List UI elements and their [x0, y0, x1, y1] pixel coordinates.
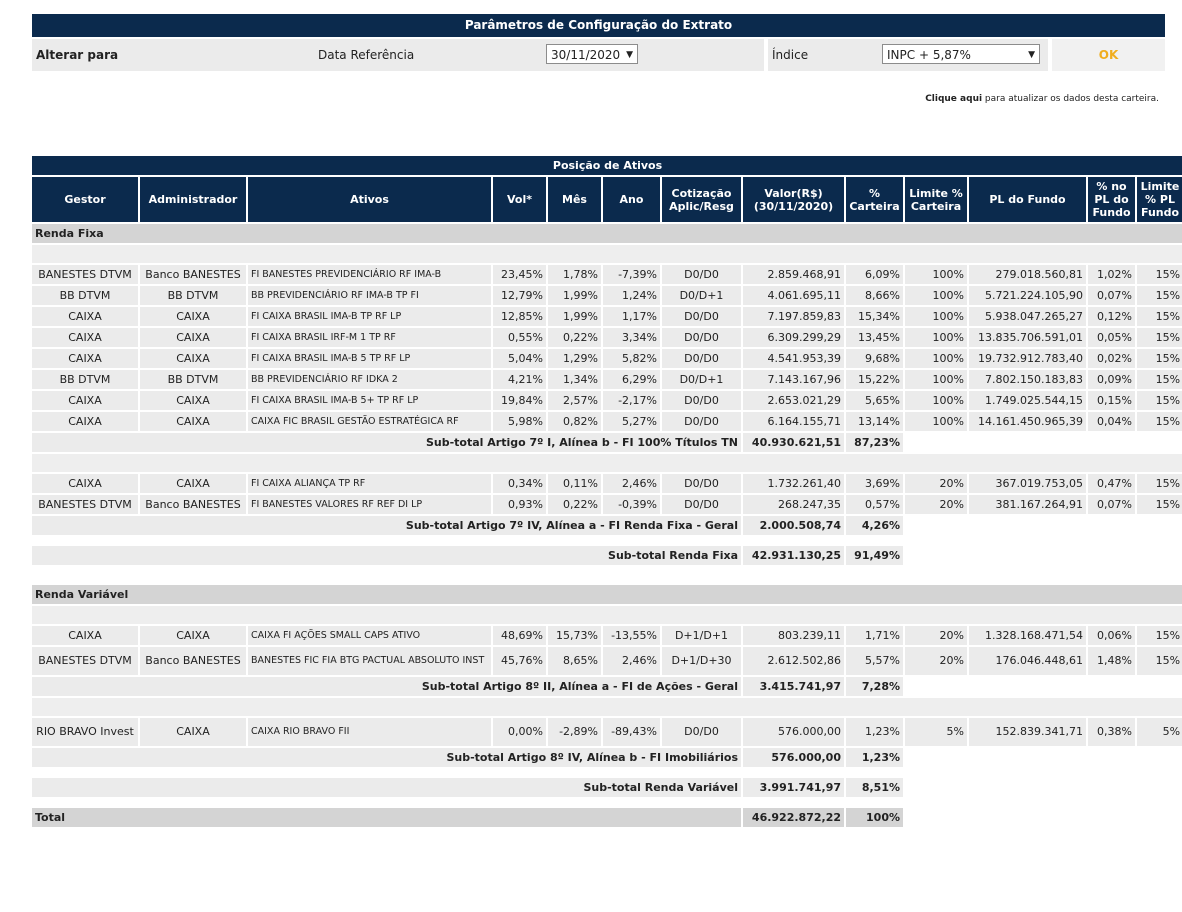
subtotal-label: Sub-total Artigo 7º I, Alínea b - FI 100% Títulos TN [32, 433, 741, 452]
ano-cell: 1,24% [603, 286, 660, 305]
administrador-cell: BB DTVM [140, 286, 246, 305]
gestor-cell: CAIXA [32, 391, 138, 410]
pct-pl-cell: 0,15% [1088, 391, 1135, 410]
gestor-cell: BB DTVM [32, 370, 138, 389]
params-row [32, 39, 1165, 71]
limite-pl-cell: 15% [1137, 349, 1182, 368]
header-row [32, 177, 1182, 222]
cotizacao-cell: D0/D0 [662, 412, 741, 431]
vol-cell: 12,79% [493, 286, 546, 305]
renda-fixa-total-row [32, 546, 1182, 565]
subtotal-pct: 4,26% [846, 516, 903, 535]
valor-cell: 268.247,35 [743, 495, 844, 514]
data-referencia-cell [544, 39, 764, 71]
col-vol: Vol* [493, 177, 546, 222]
ativo-cell: BB PREVIDENCIÁRIO RF IMA-B TP FI [248, 286, 491, 305]
pct-carteira-cell: 6,09% [846, 265, 903, 284]
ano-cell: 1,17% [603, 307, 660, 326]
cotizacao-cell: D0/D0 [662, 328, 741, 347]
blank-spacer [32, 567, 1182, 574]
gestor-cell: RIO BRAVO Invest [32, 718, 138, 746]
subtotal-valor: 42.931.130,25 [743, 546, 844, 565]
ativo-cell: CAIXA FIC BRASIL GESTÃO ESTRATÉGICA RF [248, 412, 491, 431]
table-row [32, 495, 1182, 514]
subtotal-label: Sub-total Renda Fixa [32, 546, 741, 565]
blank-cell [32, 567, 1182, 574]
limite-pl-cell: 15% [1137, 391, 1182, 410]
chevron-down-icon: ▼ [1028, 50, 1035, 60]
valor-cell: 7.143.167,96 [743, 370, 844, 389]
limite-carteira-cell: 20% [905, 474, 967, 493]
total-pct: 100% [846, 808, 903, 827]
limite-carteira-cell: 100% [905, 307, 967, 326]
chevron-down-icon: ▼ [626, 50, 633, 60]
mes-cell: 2,57% [548, 391, 601, 410]
table-row [32, 412, 1182, 431]
pct-carteira-cell: 13,14% [846, 412, 903, 431]
refresh-hint [925, 94, 1159, 104]
blank-cell [905, 778, 1182, 797]
subtotal-label: Sub-total Artigo 8º II, Alínea a - FI de Ações - Geral [32, 677, 741, 696]
table-row [32, 370, 1182, 389]
administrador-cell: CAIXA [140, 307, 246, 326]
valor-cell: 4.061.695,11 [743, 286, 844, 305]
group-spacer [32, 454, 1182, 472]
vol-cell: 0,00% [493, 718, 546, 746]
pct-pl-cell: 1,48% [1088, 647, 1135, 675]
pl-fundo-cell: 279.018.560,81 [969, 265, 1086, 284]
group-spacer [32, 245, 1182, 263]
mes-cell: 0,22% [548, 328, 601, 347]
mes-cell: 1,99% [548, 286, 601, 305]
mes-cell: 15,73% [548, 626, 601, 645]
params-panel [32, 14, 1165, 104]
blank-spacer [32, 769, 1182, 776]
blank-spacer [32, 537, 1182, 544]
pl-fundo-cell: 1.328.168.471,54 [969, 626, 1086, 645]
total-valor: 46.922.872,22 [743, 808, 844, 827]
table-row [32, 328, 1182, 347]
administrador-cell: CAIXA [140, 412, 246, 431]
table-row [32, 626, 1182, 645]
pct-pl-cell: 0,09% [1088, 370, 1135, 389]
administrador-cell: CAIXA [140, 718, 246, 746]
table-row [32, 265, 1182, 284]
ano-cell: -2,17% [603, 391, 660, 410]
blank-spacer [32, 576, 1182, 583]
administrador-cell: Banco BANESTES [140, 265, 246, 284]
spacer-cell [32, 245, 1182, 263]
blank-cell [905, 433, 1182, 452]
data-referencia-label: Data Referência [314, 39, 546, 71]
pct-pl-cell: 0,07% [1088, 495, 1135, 514]
ano-cell: 2,46% [603, 474, 660, 493]
ativo-cell: FI CAIXA BRASIL IMA-B 5 TP RF LP [248, 349, 491, 368]
blank-cell [32, 799, 1182, 806]
ano-cell: -7,39% [603, 265, 660, 284]
vol-cell: 23,45% [493, 265, 546, 284]
limite-carteira-cell: 20% [905, 647, 967, 675]
ano-cell: -0,39% [603, 495, 660, 514]
blank-spacer [32, 799, 1182, 806]
ano-cell: -13,55% [603, 626, 660, 645]
group-spacer [32, 606, 1182, 624]
limite-carteira-cell: 100% [905, 286, 967, 305]
blank-cell [32, 576, 1182, 583]
pl-fundo-cell: 14.161.450.965,39 [969, 412, 1086, 431]
table-row [32, 349, 1182, 368]
mes-cell: 1,29% [548, 349, 601, 368]
limite-pl-cell: 15% [1137, 328, 1182, 347]
pct-carteira-cell: 15,22% [846, 370, 903, 389]
mes-cell: -2,89% [548, 718, 601, 746]
pct-pl-cell: 0,02% [1088, 349, 1135, 368]
pct-carteira-cell: 9,68% [846, 349, 903, 368]
refresh-link[interactable]: Clique aqui [925, 94, 983, 104]
pl-fundo-cell: 19.732.912.783,40 [969, 349, 1086, 368]
subtotal-row [32, 516, 1182, 535]
vol-cell: 45,76% [493, 647, 546, 675]
mes-cell: 1,99% [548, 307, 601, 326]
section-header [32, 224, 1182, 243]
indice-cell [880, 39, 1048, 71]
pct-pl-cell: 0,05% [1088, 328, 1135, 347]
limite-carteira-cell: 20% [905, 626, 967, 645]
pct-carteira-cell: 15,34% [846, 307, 903, 326]
administrador-cell: BB DTVM [140, 370, 246, 389]
pl-fundo-cell: 7.802.150.183,83 [969, 370, 1086, 389]
pl-fundo-cell: 176.046.448,61 [969, 647, 1086, 675]
administrador-cell: CAIXA [140, 328, 246, 347]
pct-pl-cell: 0,12% [1088, 307, 1135, 326]
administrador-cell: CAIXA [140, 349, 246, 368]
pct-carteira-cell: 1,71% [846, 626, 903, 645]
blank-cell [32, 769, 1182, 776]
pct-carteira-cell: 0,57% [846, 495, 903, 514]
cotizacao-cell: D0/D0 [662, 265, 741, 284]
section-label: Renda Fixa [32, 224, 1182, 243]
ativo-cell: BB PREVIDENCIÁRIO RF IDKA 2 [248, 370, 491, 389]
limite-carteira-cell: 100% [905, 391, 967, 410]
spacer-cell [32, 454, 1182, 472]
limite-carteira-cell: 5% [905, 718, 967, 746]
cotizacao-cell: D+1/D+30 [662, 647, 741, 675]
limite-pl-cell: 15% [1137, 495, 1182, 514]
limite-pl-cell: 15% [1137, 647, 1182, 675]
vol-cell: 5,98% [493, 412, 546, 431]
subtotal-label: Sub-total Renda Variável [32, 778, 741, 797]
subtotal-pct: 1,23% [846, 748, 903, 767]
ativo-cell: FI CAIXA BRASIL IMA-B TP RF LP [248, 307, 491, 326]
subtotal-label: Sub-total Artigo 8º IV, Alínea b - FI Imobiliários [32, 748, 741, 767]
subtotal-row [32, 433, 1182, 452]
ano-cell: 5,82% [603, 349, 660, 368]
pl-fundo-cell: 367.019.753,05 [969, 474, 1086, 493]
limite-pl-cell: 15% [1137, 626, 1182, 645]
administrador-cell: CAIXA [140, 391, 246, 410]
gestor-cell: BANESTES DTVM [32, 265, 138, 284]
mes-cell: 0,82% [548, 412, 601, 431]
pct-pl-cell: 0,47% [1088, 474, 1135, 493]
data-referencia-select[interactable] [546, 44, 638, 64]
limite-pl-cell: 15% [1137, 286, 1182, 305]
pct-pl-cell: 0,38% [1088, 718, 1135, 746]
ativo-cell: FI CAIXA BRASIL IMA-B 5+ TP RF LP [248, 391, 491, 410]
valor-cell: 803.239,11 [743, 626, 844, 645]
pl-fundo-cell: 5.721.224.105,90 [969, 286, 1086, 305]
valor-cell: 1.732.261,40 [743, 474, 844, 493]
pct-carteira-cell: 8,66% [846, 286, 903, 305]
col-administrador: Administrador [140, 177, 246, 222]
gestor-cell: BANESTES DTVM [32, 647, 138, 675]
valor-cell: 576.000,00 [743, 718, 844, 746]
ano-cell: 6,29% [603, 370, 660, 389]
mes-cell: 8,65% [548, 647, 601, 675]
params-title: Parâmetros de Configuração do Extrato [32, 14, 1165, 37]
ativo-cell: FI BANESTES VALORES RF REF DI LP [248, 495, 491, 514]
limite-carteira-cell: 100% [905, 370, 967, 389]
pct-pl-cell: 0,07% [1088, 286, 1135, 305]
mes-cell: 0,11% [548, 474, 601, 493]
col-cotizacao: Cotização Aplic/Resg [662, 177, 741, 222]
pl-fundo-cell: 13.835.706.591,01 [969, 328, 1086, 347]
gestor-cell: CAIXA [32, 307, 138, 326]
blank-cell [905, 546, 1182, 565]
gestor-cell: CAIXA [32, 626, 138, 645]
cotizacao-cell: D0/D0 [662, 718, 741, 746]
gestor-cell: CAIXA [32, 412, 138, 431]
mes-cell: 1,34% [548, 370, 601, 389]
col-ano: Ano [603, 177, 660, 222]
valor-cell: 2.653.021,29 [743, 391, 844, 410]
limite-pl-cell: 15% [1137, 265, 1182, 284]
spacer-cell [32, 606, 1182, 624]
vol-cell: 4,21% [493, 370, 546, 389]
table-row [32, 307, 1182, 326]
pl-fundo-cell: 5.938.047.265,27 [969, 307, 1086, 326]
valor-cell: 4.541.953,39 [743, 349, 844, 368]
cotizacao-cell: D0/D0 [662, 474, 741, 493]
ativo-cell: CAIXA FI AÇÕES SMALL CAPS ATIVO [248, 626, 491, 645]
vol-cell: 48,69% [493, 626, 546, 645]
blank-cell [905, 677, 1182, 696]
col-limite-pl-fundo: Limite % PL Fundo [1137, 177, 1182, 222]
mes-cell: 1,78% [548, 265, 601, 284]
col-gestor: Gestor [32, 177, 138, 222]
pct-carteira-cell: 1,23% [846, 718, 903, 746]
indice-label: Índice [768, 39, 882, 71]
ativo-cell: CAIXA RIO BRAVO FII [248, 718, 491, 746]
limite-carteira-cell: 20% [905, 495, 967, 514]
limite-carteira-cell: 100% [905, 328, 967, 347]
vol-cell: 0,55% [493, 328, 546, 347]
cotizacao-cell: D0/D0 [662, 349, 741, 368]
total-label: Total [32, 808, 741, 827]
valor-cell: 6.309.299,29 [743, 328, 844, 347]
ativo-cell: FI CAIXA BRASIL IRF-M 1 TP RF [248, 328, 491, 347]
administrador-cell: CAIXA [140, 474, 246, 493]
vol-cell: 0,93% [493, 495, 546, 514]
cotizacao-cell: D0/D+1 [662, 370, 741, 389]
vol-cell: 5,04% [493, 349, 546, 368]
subtotal-valor: 576.000,00 [743, 748, 844, 767]
pl-fundo-cell: 1.749.025.544,15 [969, 391, 1086, 410]
pct-carteira-cell: 5,65% [846, 391, 903, 410]
cotizacao-cell: D0/D0 [662, 495, 741, 514]
alterar-label: Alterar para [32, 39, 316, 71]
limite-pl-cell: 15% [1137, 307, 1182, 326]
renda-variavel-total-row [32, 778, 1182, 797]
subtotal-pct: 91,49% [846, 546, 903, 565]
limite-pl-cell: 5% [1137, 718, 1182, 746]
col-pct-carteira: % Carteira [846, 177, 903, 222]
limite-pl-cell: 15% [1137, 412, 1182, 431]
col-ativos: Ativos [248, 177, 491, 222]
valor-cell: 2.859.468,91 [743, 265, 844, 284]
ativo-cell: BANESTES FIC FIA BTG PACTUAL ABSOLUTO INST [248, 647, 491, 675]
valor-cell: 7.197.859,83 [743, 307, 844, 326]
subtotal-valor: 2.000.508,74 [743, 516, 844, 535]
spacer-cell [32, 698, 1182, 716]
table-row [32, 286, 1182, 305]
pct-carteira-cell: 3,69% [846, 474, 903, 493]
subtotal-label: Sub-total Artigo 7º IV, Alínea a - FI Renda Fixa - Geral [32, 516, 741, 535]
vol-cell: 0,34% [493, 474, 546, 493]
subtotal-pct: 8,51% [846, 778, 903, 797]
vol-cell: 12,85% [493, 307, 546, 326]
pct-carteira-cell: 5,57% [846, 647, 903, 675]
administrador-cell: Banco BANESTES [140, 647, 246, 675]
pct-pl-cell: 0,06% [1088, 626, 1135, 645]
blank-cell [32, 537, 1182, 544]
refresh-text: para atualizar os dados desta carteira. [982, 94, 1159, 104]
cotizacao-cell: D0/D0 [662, 307, 741, 326]
blank-cell [905, 748, 1182, 767]
gestor-cell: BB DTVM [32, 286, 138, 305]
subtotal-pct: 7,28% [846, 677, 903, 696]
blank-cell [905, 516, 1182, 535]
grand-total-row [32, 808, 1182, 827]
indice-select[interactable] [882, 44, 1040, 64]
cotizacao-cell: D0/D0 [662, 391, 741, 410]
gestor-cell: BANESTES DTVM [32, 495, 138, 514]
ok-button[interactable]: OK [1052, 39, 1165, 71]
vol-cell: 19,84% [493, 391, 546, 410]
pct-carteira-cell: 13,45% [846, 328, 903, 347]
col-limite-carteira: Limite % Carteira [905, 177, 967, 222]
cotizacao-cell: D+1/D+1 [662, 626, 741, 645]
col-pl-fundo: PL do Fundo [969, 177, 1086, 222]
table-row [32, 391, 1182, 410]
positions-title: Posição de Ativos [32, 156, 1182, 175]
limite-pl-cell: 15% [1137, 474, 1182, 493]
ano-cell: 5,27% [603, 412, 660, 431]
ano-cell: -89,43% [603, 718, 660, 746]
col-valor: Valor(R$) (30/11/2020) [743, 177, 844, 222]
subtotal-row [32, 677, 1182, 696]
subtotal-valor: 3.415.741,97 [743, 677, 844, 696]
cotizacao-cell: D0/D+1 [662, 286, 741, 305]
col-pct-pl-fundo: % no PL do Fundo [1088, 177, 1135, 222]
ano-cell: 3,34% [603, 328, 660, 347]
indice-value: INPC + 5,87% [887, 48, 971, 62]
gestor-cell: CAIXA [32, 349, 138, 368]
gestor-cell: CAIXA [32, 474, 138, 493]
ativo-cell: FI CAIXA ALIANÇA TP RF [248, 474, 491, 493]
data-referencia-value: 30/11/2020 [551, 48, 621, 62]
pl-fundo-cell: 381.167.264,91 [969, 495, 1086, 514]
limite-carteira-cell: 100% [905, 265, 967, 284]
mes-cell: 0,22% [548, 495, 601, 514]
table-row [32, 474, 1182, 493]
positions-title-row [32, 156, 1182, 175]
subtotal-pct: 87,23% [846, 433, 903, 452]
blank-cell [905, 808, 1182, 827]
table-row [32, 718, 1182, 746]
subtotal-row [32, 748, 1182, 767]
col-mes: Mês [548, 177, 601, 222]
limite-carteira-cell: 100% [905, 349, 967, 368]
subtotal-valor: 3.991.741,97 [743, 778, 844, 797]
valor-cell: 2.612.502,86 [743, 647, 844, 675]
group-spacer [32, 698, 1182, 716]
gestor-cell: CAIXA [32, 328, 138, 347]
section-header [32, 585, 1182, 604]
positions-table [30, 154, 1182, 829]
limite-carteira-cell: 100% [905, 412, 967, 431]
limite-pl-cell: 15% [1137, 370, 1182, 389]
valor-cell: 6.164.155,71 [743, 412, 844, 431]
subtotal-valor: 40.930.621,51 [743, 433, 844, 452]
ativo-cell: FI BANESTES PREVIDENCIÁRIO RF IMA-B [248, 265, 491, 284]
administrador-cell: CAIXA [140, 626, 246, 645]
administrador-cell: Banco BANESTES [140, 495, 246, 514]
section-label: Renda Variável [32, 585, 1182, 604]
ano-cell: 2,46% [603, 647, 660, 675]
pct-pl-cell: 0,04% [1088, 412, 1135, 431]
pct-pl-cell: 1,02% [1088, 265, 1135, 284]
pl-fundo-cell: 152.839.341,71 [969, 718, 1086, 746]
table-row [32, 647, 1182, 675]
